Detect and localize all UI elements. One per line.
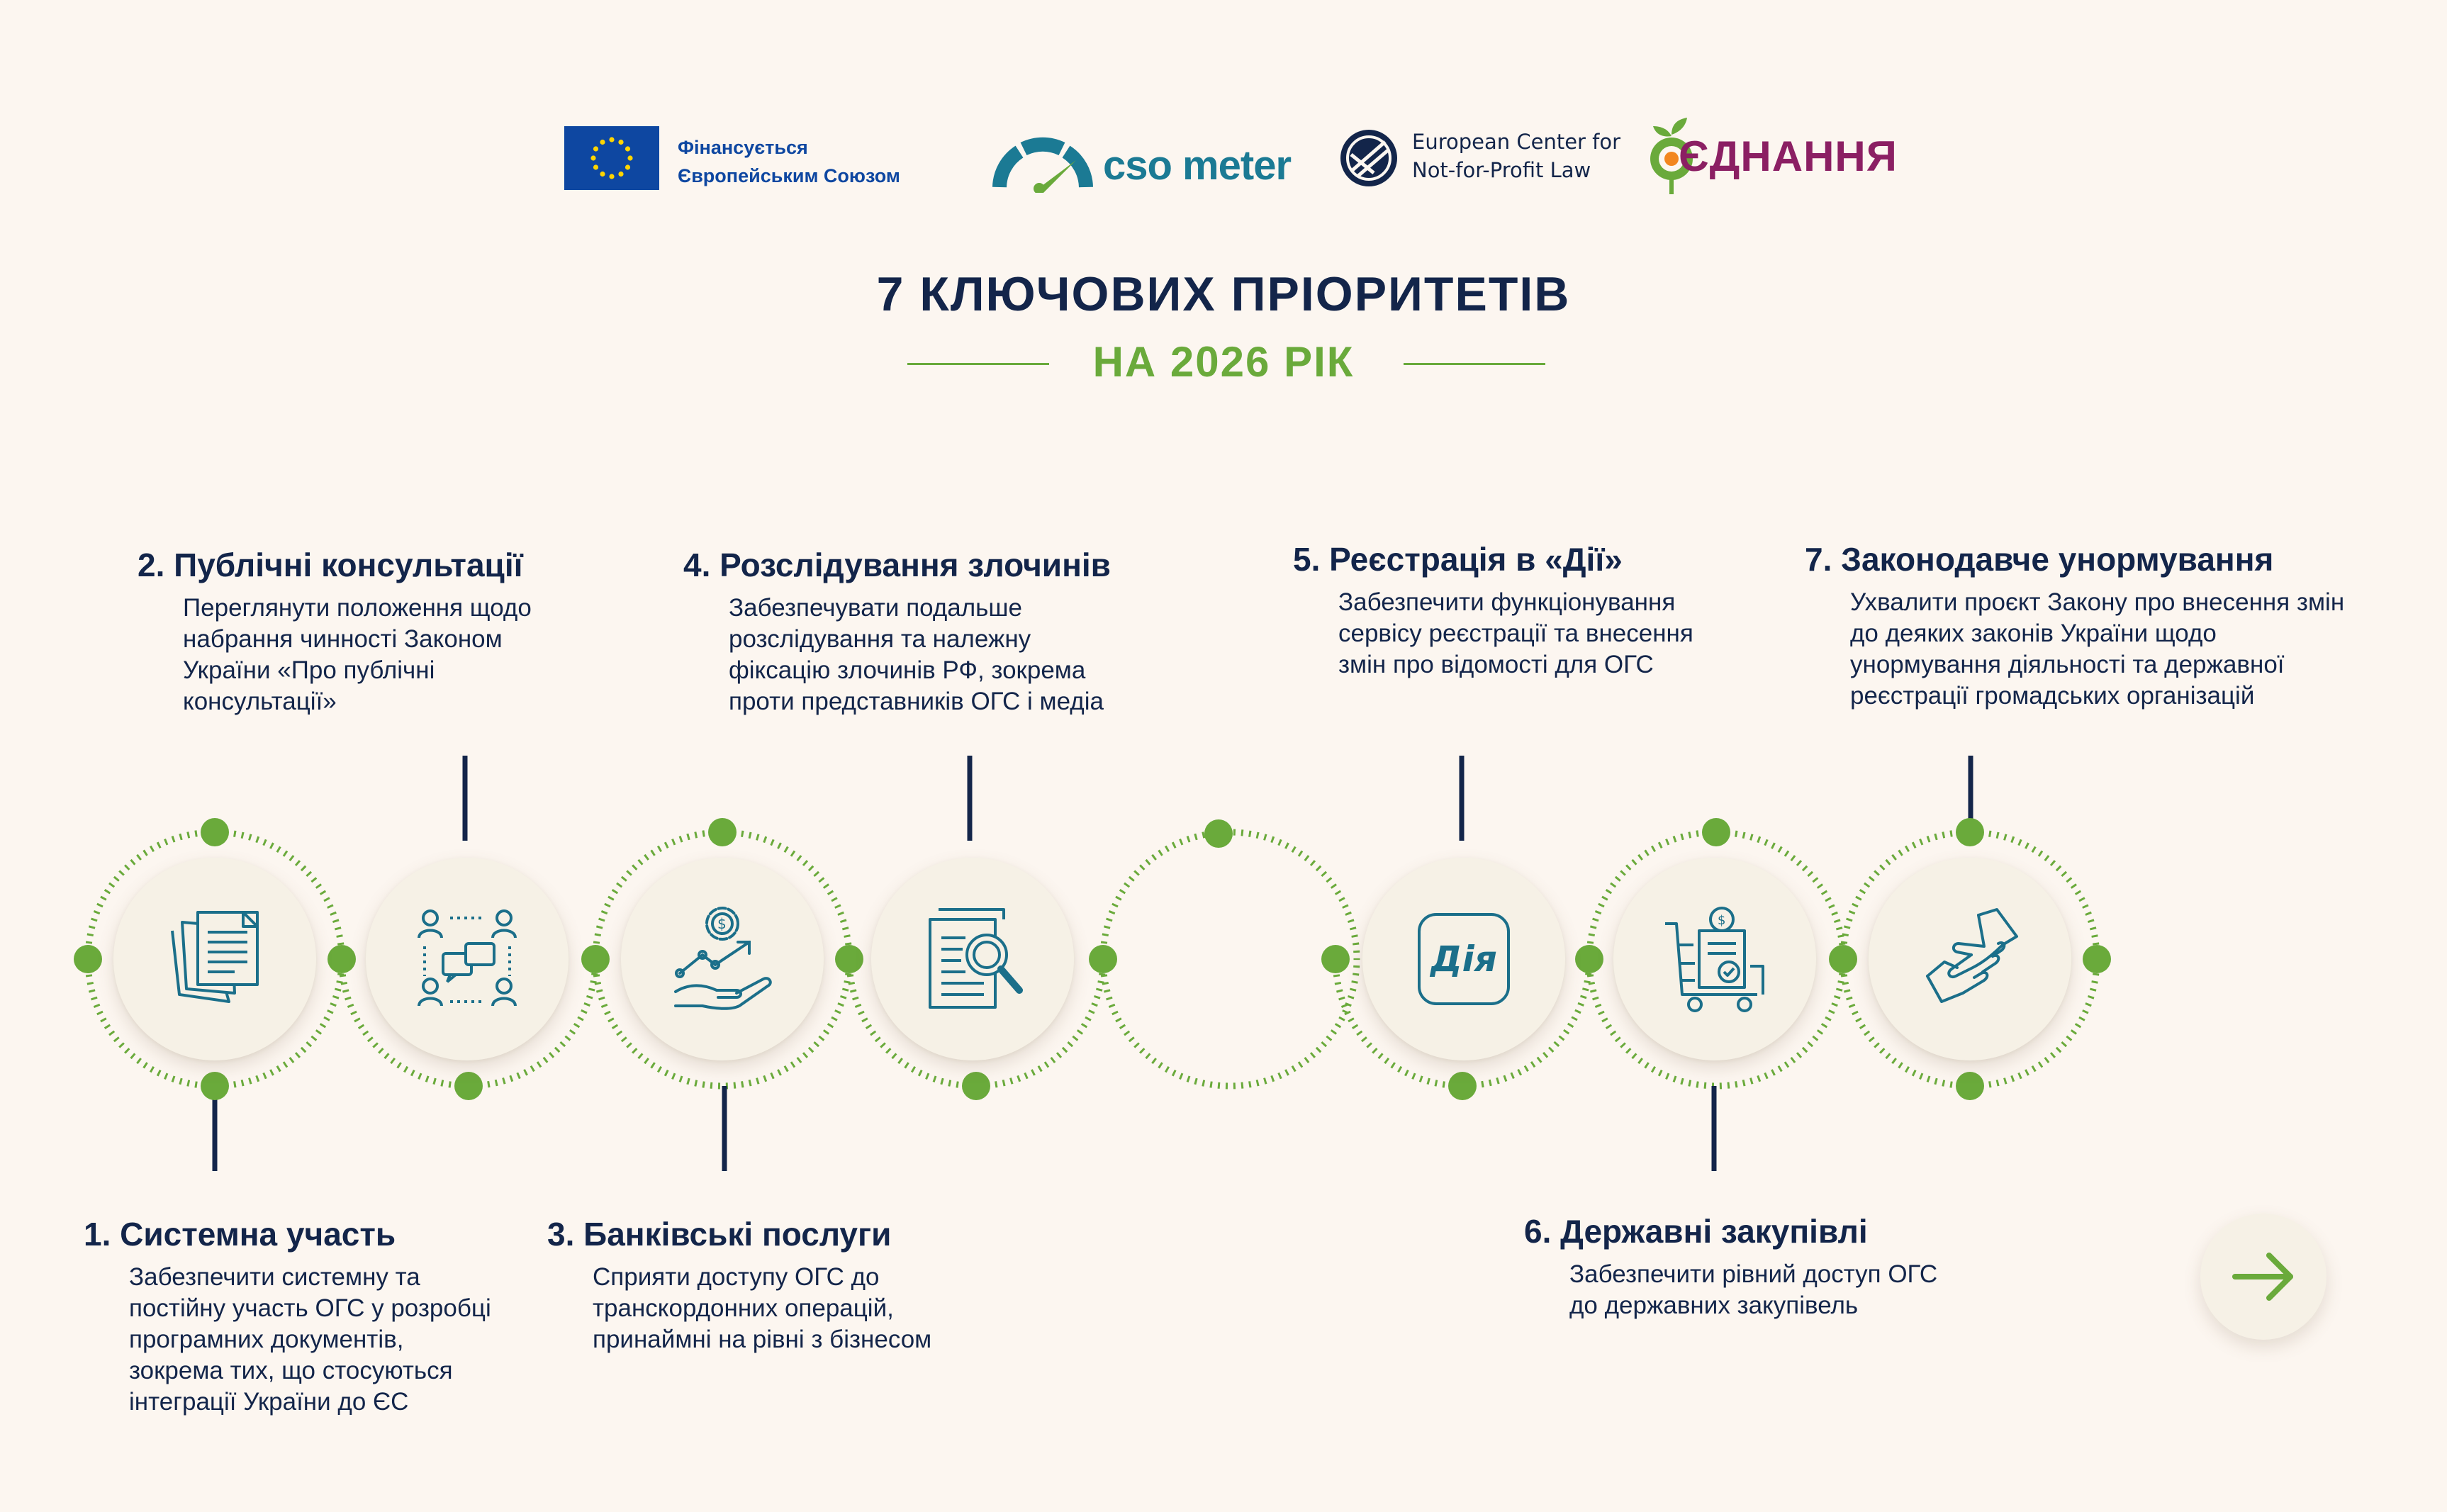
page-subtitle: НА 2026 РІК (1092, 338, 1355, 386)
priority-6 (1524, 1212, 1937, 1321)
next-arrow-button[interactable] (2200, 1214, 2326, 1340)
priority-5-text: Забезпечити функціонування сервісу реєстрації та внесення змін про відомості для ОГС (1338, 588, 1693, 678)
priority-2-title: 2. Публічні консультації (138, 547, 523, 583)
disc-6 (1613, 858, 1816, 1060)
disc-4 (871, 858, 1074, 1060)
priority-3-title: 3. Банківські послуги (547, 1216, 892, 1253)
priority-4 (683, 546, 1111, 717)
disc-5 (1362, 858, 1565, 1060)
disc-1 (113, 858, 316, 1060)
priority-3 (547, 1215, 931, 1355)
money-growth-icon (666, 902, 779, 1016)
disc-2 (366, 858, 569, 1060)
cso-meter-logo-text: cso meter (1103, 142, 1292, 189)
eu-line1: Фінансується (678, 137, 808, 158)
diia-icon: Дія (1418, 913, 1510, 1005)
priority-7-title: 7. Законодавче унормування (1805, 541, 2274, 578)
svg-text:$: $ (717, 915, 727, 932)
arrow-right-icon (2228, 1241, 2299, 1312)
priority-4-text: Забезпечувати подальше розслідування та належну фіксацію злочинів РФ, зокрема проти представників ОГС і медіа (729, 594, 1104, 715)
ecnl-line2: Not-for-Profit Law (1412, 158, 1591, 182)
priority-6-text: Забезпечити рівний доступ ОГС до державних закупівель (1569, 1260, 1938, 1319)
priority-6-title: 6. Державні закупівлі (1524, 1213, 1868, 1250)
priority-1 (84, 1215, 491, 1418)
priority-4-title: 4. Розслідування злочинів (683, 547, 1111, 583)
priority-5 (1293, 540, 1693, 681)
priority-5-title: 5. Реєстрація в «Дії» (1293, 541, 1623, 578)
people-network-icon (410, 902, 524, 1016)
disc-7 (1869, 858, 2071, 1060)
priority-1-title: 1. Системна участь (84, 1216, 396, 1253)
handshake-icon (1913, 902, 2027, 1016)
page-title: 7 КЛЮЧОВИХ ПРІОРИТЕТІВ (876, 267, 1571, 321)
priority-1-text: Забезпечити системну та постійну участь ОГС у розробці програмних документів, зокрема тих, що стосуються інтеграції України до ЄС (129, 1263, 491, 1416)
eu-line2: Європейським Союзом (678, 165, 900, 186)
investigation-icon (916, 902, 1029, 1016)
priority-7-text: Ухвалити проєкт Закону про внесення змін до деяких законів України щодо унормування діяльності та державної реєстрації громадських організацій (1850, 588, 2345, 710)
disc-3 (621, 858, 824, 1060)
documents-icon (158, 902, 271, 1016)
ecnl-line1: European Center for (1412, 130, 1621, 154)
priority-2 (138, 546, 532, 717)
procurement-cart-icon (1658, 902, 1771, 1016)
priority-3-text: Сприяти доступу ОГС до транскордонних операцій, принаймні на рівні з бізнесом (593, 1263, 932, 1353)
svg-text:$: $ (1718, 913, 1726, 928)
priority-2-text: Переглянути положення щодо набрання чинності Законом України «Про публічні консультації» (183, 594, 532, 715)
ednannia-logo-text: ЄДНАННЯ (1679, 133, 1898, 180)
priority-7 (1805, 540, 2344, 712)
